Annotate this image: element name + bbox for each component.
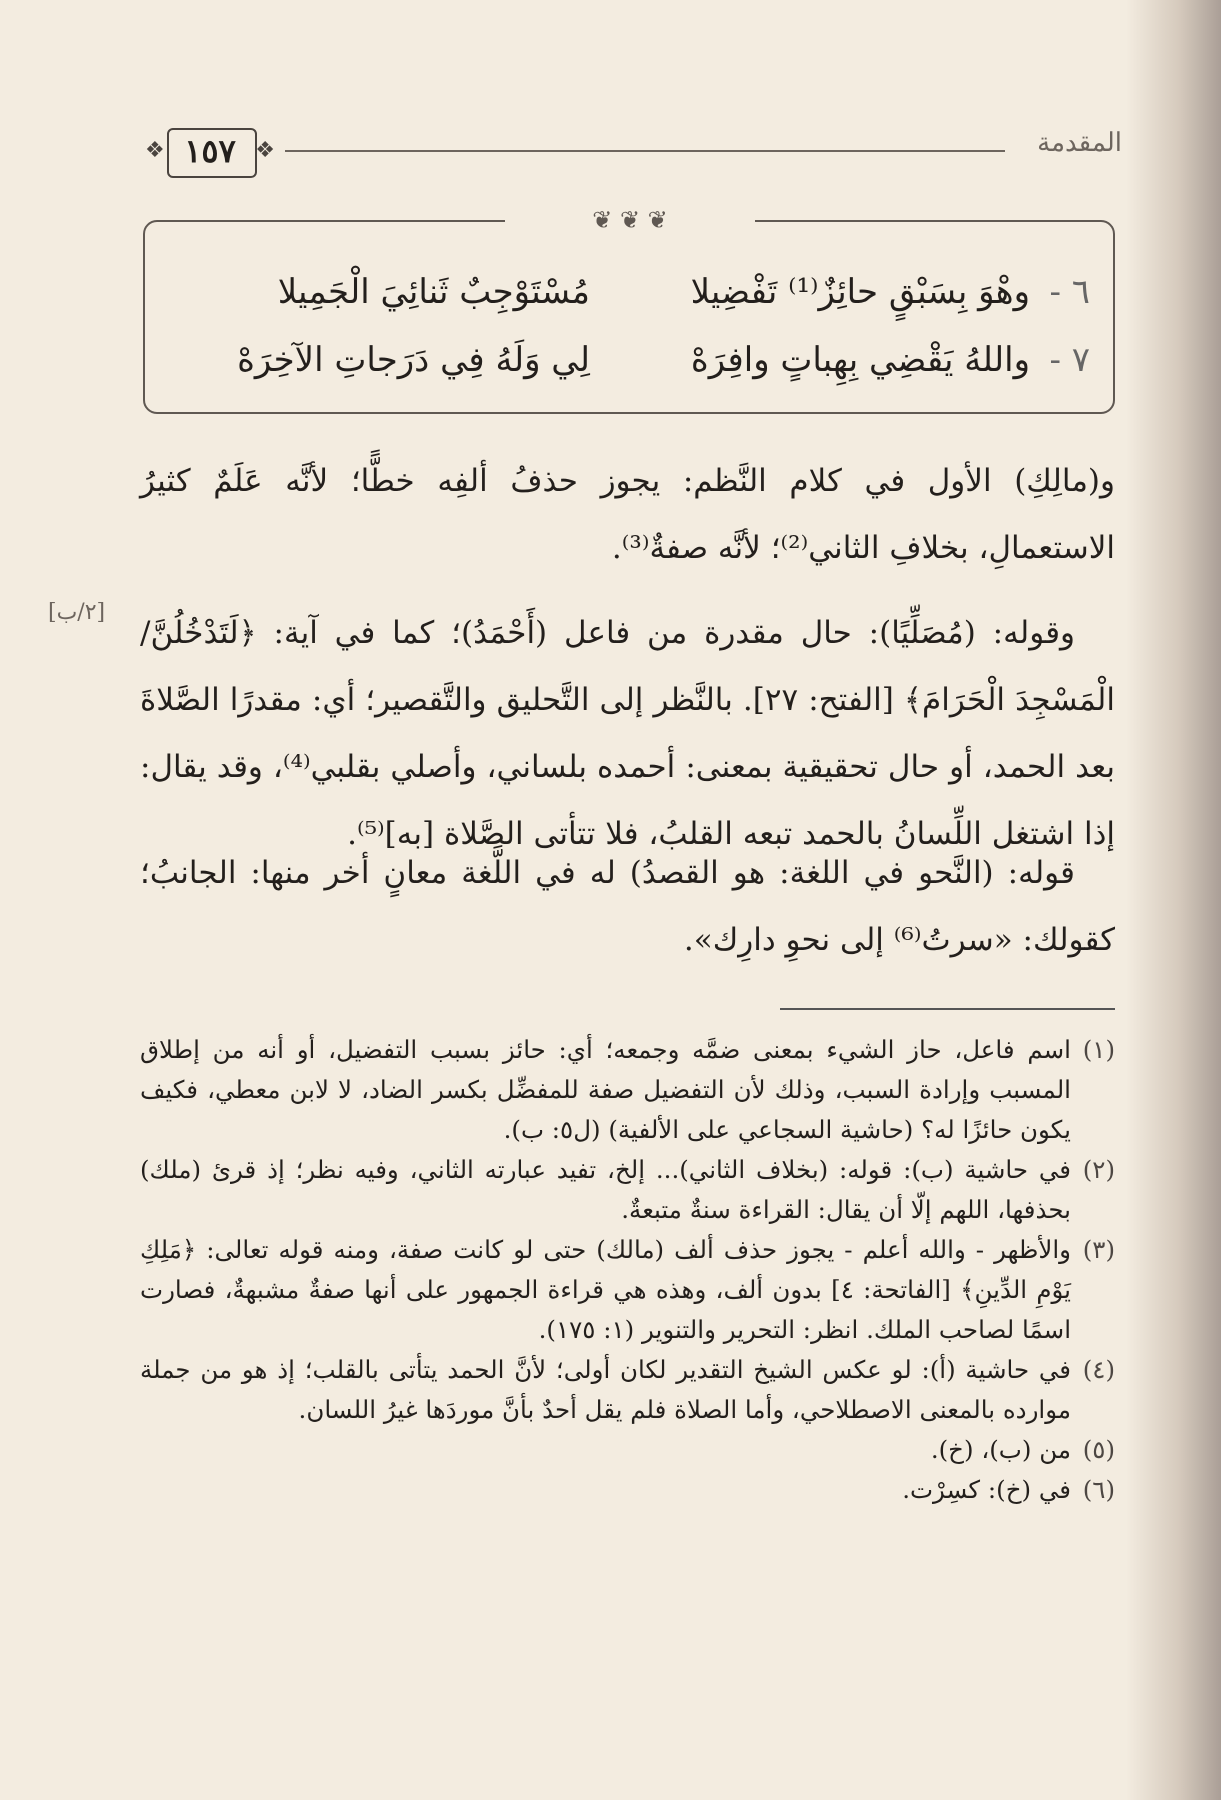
- header-rule: [285, 150, 1005, 152]
- main-paragraph-3: قوله: (النَّحو في اللغة: هو القصدُ) له في اللَّغة معانٍ أخر منها: الجانبُ؛ كقولك: «سرتُ⁽⁶⁾ إلى نحوِ دارِك».: [140, 855, 1115, 958]
- footnote-number: (٢): [1082, 1155, 1115, 1184]
- footnote-text: في (خ): كسِرْت.: [902, 1475, 1071, 1504]
- ornament-right-icon: ❖: [255, 138, 275, 163]
- footnote-separator: [780, 1008, 1115, 1010]
- footnote: [140, 1470, 1115, 1510]
- page-edge-shadow: [1126, 0, 1221, 1800]
- footnote-text: من (ب)، (خ).: [930, 1435, 1071, 1464]
- footnote-number: (١): [1082, 1035, 1115, 1064]
- footnote-number: (٦): [1082, 1475, 1115, 1504]
- main-paragraph-2: وقوله: (مُصَلِّيًا): حال مقدرة من فاعل (أَحْمَدُ)؛ كما في آية: ﴿لَتَدْخُلُنَّ/ الْمَسْجِدَ الْحَرَامَ﴾ [الفتح: ٢٧]. بالنَّظر إلى التَّحليق والتَّقصير؛ أي: مقدرًا الصَّلاةَ بعد الحمد، أو حال تحقيقية بمعنى: أحمده بلساني، وأصلي بقلبي⁽⁴⁾، وقد يقال: إذا اشتغل اللِّسانُ بالحمد تبعه القلبُ، فلا تتأتى الصَّلاة [به]⁽⁵⁾.: [140, 615, 1115, 852]
- footnote: [140, 1150, 1115, 1230]
- footnote: [140, 1030, 1115, 1150]
- verse-second-hemistich: لِي وَلَهُ فِي دَرَجاتِ الآخِرَهْ: [237, 340, 590, 380]
- footnote: [140, 1350, 1115, 1430]
- page-number-frame: [145, 124, 275, 178]
- footnotes: [140, 1030, 1115, 1510]
- poem-ornament-icon: ❦ ❦ ❦: [505, 206, 755, 236]
- footnote-number: (٥): [1082, 1435, 1115, 1464]
- footnote: [140, 1430, 1115, 1470]
- verse-number: ٧ -: [1049, 340, 1090, 380]
- verse-number: ٦ -: [1049, 272, 1090, 312]
- page-number: ١٥٧: [184, 132, 236, 170]
- footnote-text: في حاشية (أ): لو عكس الشيخ التقدير لكان أولى؛ لأنَّ الحمد يتأتى بالقلب؛ إذ هو من جملة موارده بالمعنى الاصطلاحي، وأما الصلاة فلم يقل أحدٌ بأنَّ موردَها غيرُ اللسان.: [140, 1355, 1071, 1424]
- verse-first-hemistich: واللهُ يَقْضِي بِهِباتٍ وافِرَهْ: [690, 340, 1030, 380]
- footnote: [140, 1230, 1115, 1350]
- running-title: المقدمة: [1037, 128, 1122, 158]
- footnote-number: (٣): [1082, 1235, 1115, 1264]
- ornament-left-icon: ❖: [145, 138, 165, 163]
- manuscript-folio-note: [٢/ب]: [48, 600, 106, 625]
- footnote-number: (٤): [1082, 1355, 1115, 1384]
- main-paragraph-1: و(مالِكِ) الأول في كلام النَّظم: يجوز حذفُ ألفِه خطًّا؛ لأنَّه عَلَمٌ كثيرُ الاستعمالِ، بخلافِ الثاني⁽²⁾؛ لأنَّه صفةٌ⁽³⁾.: [140, 463, 1115, 566]
- verse-first-hemistich: وهْوَ بِسَبْقٍ حائِزٌ⁽¹⁾ تَفْضِيلا: [690, 272, 1030, 312]
- footnote-text: والأظهر - والله أعلم - يجوز حذف ألف (مالك) حتى لو كانت صفة، ومنه قوله تعالى: ﴿مَلِكِ يَوْمِ الدِّينِ﴾ [الفاتحة: ٤] بدون ألف، وهذه هي قراءة الجمهور على أنها صفةٌ مشبهةٌ، فصارت اسمًا لصاحب الملك. انظر: التحرير والتنوير (١: ١٧٥).: [140, 1235, 1072, 1344]
- footnote-text: اسم فاعل، حاز الشيء بمعنى ضمَّه وجمعه؛ أي: حائز بسبب التفضيل، أو أنه من إطلاق المسبب وإرادة السبب، وذلك لأن التفضيل صفة للمفضِّل بكسر الضاد، لا لابن معطي، فكيف يكون حائزًا له؟ (حاشية السجاعي على الألفية) (ل٥: ب).: [140, 1035, 1071, 1144]
- verse-6: [170, 262, 1090, 322]
- footnote-text: في حاشية (ب): قوله: (بخلاف الثاني)... إلخ، تفيد عبارته الثاني، وفيه نظر؛ إذ قرئ (ملك) بحذفها، اللهم إلّا أن يقال: القراءة سنةٌ متبعةٌ.: [140, 1155, 1071, 1224]
- verse-second-hemistich: مُسْتَوْجِبٌ ثَنائِيَ الْجَمِيلا: [277, 272, 590, 312]
- verse-7: [170, 330, 1090, 390]
